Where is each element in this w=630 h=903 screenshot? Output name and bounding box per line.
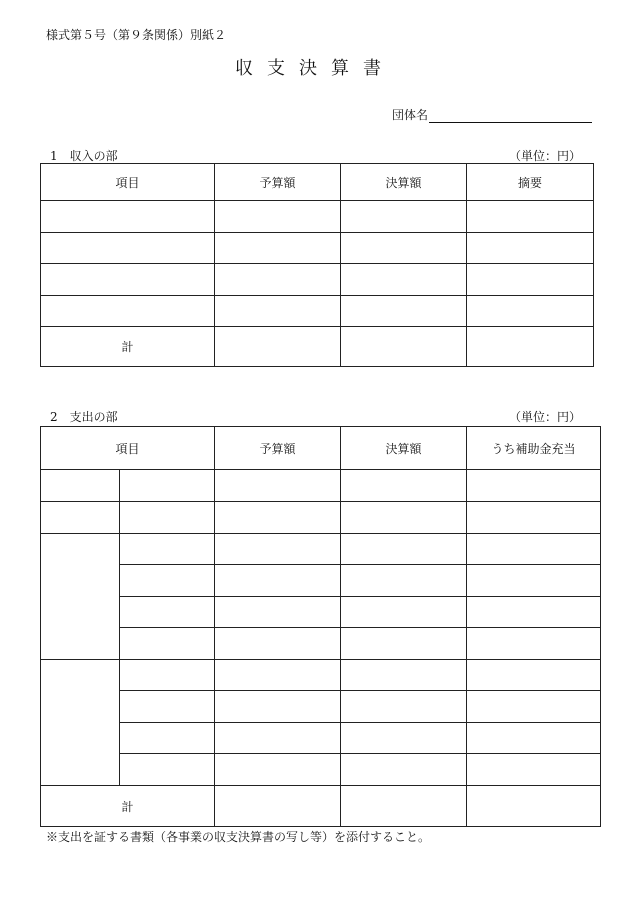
income-cell[interactable]	[215, 233, 341, 264]
expense-cell[interactable]	[215, 691, 341, 723]
expense-cell[interactable]	[467, 754, 601, 786]
expense-cell[interactable]	[467, 786, 601, 827]
income-cell[interactable]	[467, 233, 594, 264]
table-row	[41, 628, 601, 660]
income-cell[interactable]	[467, 327, 594, 367]
expense-category-cell[interactable]	[41, 502, 120, 534]
income-cell[interactable]	[467, 264, 594, 296]
table-row	[41, 754, 601, 786]
expense-subitem-cell[interactable]	[120, 534, 215, 565]
expense-cell[interactable]	[215, 786, 341, 827]
document-title: 収支決算書	[235, 58, 395, 79]
income-cell[interactable]	[341, 296, 467, 327]
expense-cell[interactable]	[467, 502, 601, 534]
organization-label: 団体名	[392, 108, 429, 122]
expense-cell[interactable]	[341, 723, 467, 754]
expense-section-heading: 2 支出の部	[50, 410, 118, 424]
expense-cell[interactable]	[467, 534, 601, 565]
income-cell[interactable]	[341, 233, 467, 264]
income-total-label: 計	[41, 327, 215, 367]
expense-cell[interactable]	[341, 660, 467, 691]
expense-cell[interactable]	[341, 754, 467, 786]
expense-cell[interactable]	[467, 470, 601, 502]
table-row	[41, 233, 594, 264]
income-cell[interactable]	[215, 264, 341, 296]
footnote: ※支出を証する書類（各事業の収支決算書の写し等）を添付すること。	[46, 830, 431, 844]
expense-total-label: 計	[41, 786, 215, 827]
expense-cell[interactable]	[341, 691, 467, 723]
expense-cell[interactable]	[215, 628, 341, 660]
expense-subitem-cell[interactable]	[120, 502, 215, 534]
table-row	[41, 534, 601, 565]
expense-cell[interactable]	[341, 502, 467, 534]
expense-header-budget: 予算額	[215, 427, 341, 470]
income-cell[interactable]	[41, 296, 215, 327]
expense-category-cell[interactable]	[41, 660, 120, 786]
expense-cell[interactable]	[467, 597, 601, 628]
expense-cell[interactable]	[215, 565, 341, 597]
expense-category-cell[interactable]	[41, 534, 120, 660]
expense-category-cell[interactable]	[41, 470, 120, 502]
expense-subitem-cell[interactable]	[120, 597, 215, 628]
expense-cell[interactable]	[215, 502, 341, 534]
table-row	[41, 723, 601, 754]
expense-cell[interactable]	[215, 660, 341, 691]
expense-cell[interactable]	[215, 470, 341, 502]
income-header-actual: 決算額	[341, 164, 467, 201]
table-row	[41, 201, 594, 233]
income-header-budget: 予算額	[215, 164, 341, 201]
table-row	[41, 597, 601, 628]
expense-cell[interactable]	[467, 628, 601, 660]
income-header-item: 項目	[41, 164, 215, 201]
expense-cell[interactable]	[467, 723, 601, 754]
form-reference: 様式第５号（第９条関係）別紙２	[46, 28, 227, 42]
income-header-row	[41, 164, 594, 201]
income-cell[interactable]	[341, 201, 467, 233]
expense-header-row	[41, 427, 601, 470]
income-table	[40, 163, 594, 367]
expense-cell[interactable]	[467, 565, 601, 597]
expense-cell[interactable]	[215, 534, 341, 565]
table-row	[41, 264, 594, 296]
income-cell[interactable]	[341, 264, 467, 296]
income-cell[interactable]	[341, 327, 467, 367]
expense-header-item: 項目	[41, 427, 215, 470]
expense-cell[interactable]	[215, 754, 341, 786]
expense-cell[interactable]	[215, 723, 341, 754]
income-cell[interactable]	[41, 201, 215, 233]
income-header-remarks: 摘要	[467, 164, 594, 201]
expense-subitem-cell[interactable]	[120, 754, 215, 786]
expense-subitem-cell[interactable]	[120, 660, 215, 691]
table-row	[41, 660, 601, 691]
expense-cell[interactable]	[467, 660, 601, 691]
expense-cell[interactable]	[341, 534, 467, 565]
income-cell[interactable]	[215, 296, 341, 327]
expense-subitem-cell[interactable]	[120, 470, 215, 502]
table-row	[41, 502, 601, 534]
expense-cell[interactable]	[215, 597, 341, 628]
income-cell[interactable]	[467, 201, 594, 233]
expense-cell[interactable]	[341, 597, 467, 628]
expense-cell[interactable]	[341, 786, 467, 827]
income-cell[interactable]	[467, 296, 594, 327]
expense-cell[interactable]	[467, 691, 601, 723]
table-row	[41, 691, 601, 723]
income-total-row	[41, 327, 594, 367]
table-row	[41, 565, 601, 597]
organization-name-field[interactable]	[429, 108, 592, 123]
expense-subitem-cell[interactable]	[120, 628, 215, 660]
income-cell[interactable]	[215, 327, 341, 367]
expense-subitem-cell[interactable]	[120, 565, 215, 597]
expense-subitem-cell[interactable]	[120, 691, 215, 723]
expense-unit-label: （単位：円）	[509, 410, 582, 424]
expense-header-subsidy: うち補助金充当	[467, 427, 601, 470]
income-section-heading: 1 収入の部	[50, 149, 118, 163]
table-row	[41, 296, 594, 327]
expense-total-row	[41, 786, 601, 827]
table-row	[41, 470, 601, 502]
income-cell[interactable]	[215, 201, 341, 233]
expense-table	[40, 426, 601, 827]
organization-line	[392, 106, 592, 123]
income-unit-label: （単位：円）	[509, 149, 582, 163]
income-cell[interactable]	[41, 233, 215, 264]
expense-cell[interactable]	[341, 628, 467, 660]
income-cell[interactable]	[41, 264, 215, 296]
expense-cell[interactable]	[341, 470, 467, 502]
expense-subitem-cell[interactable]	[120, 723, 215, 754]
expense-cell[interactable]	[341, 565, 467, 597]
expense-header-actual: 決算額	[341, 427, 467, 470]
